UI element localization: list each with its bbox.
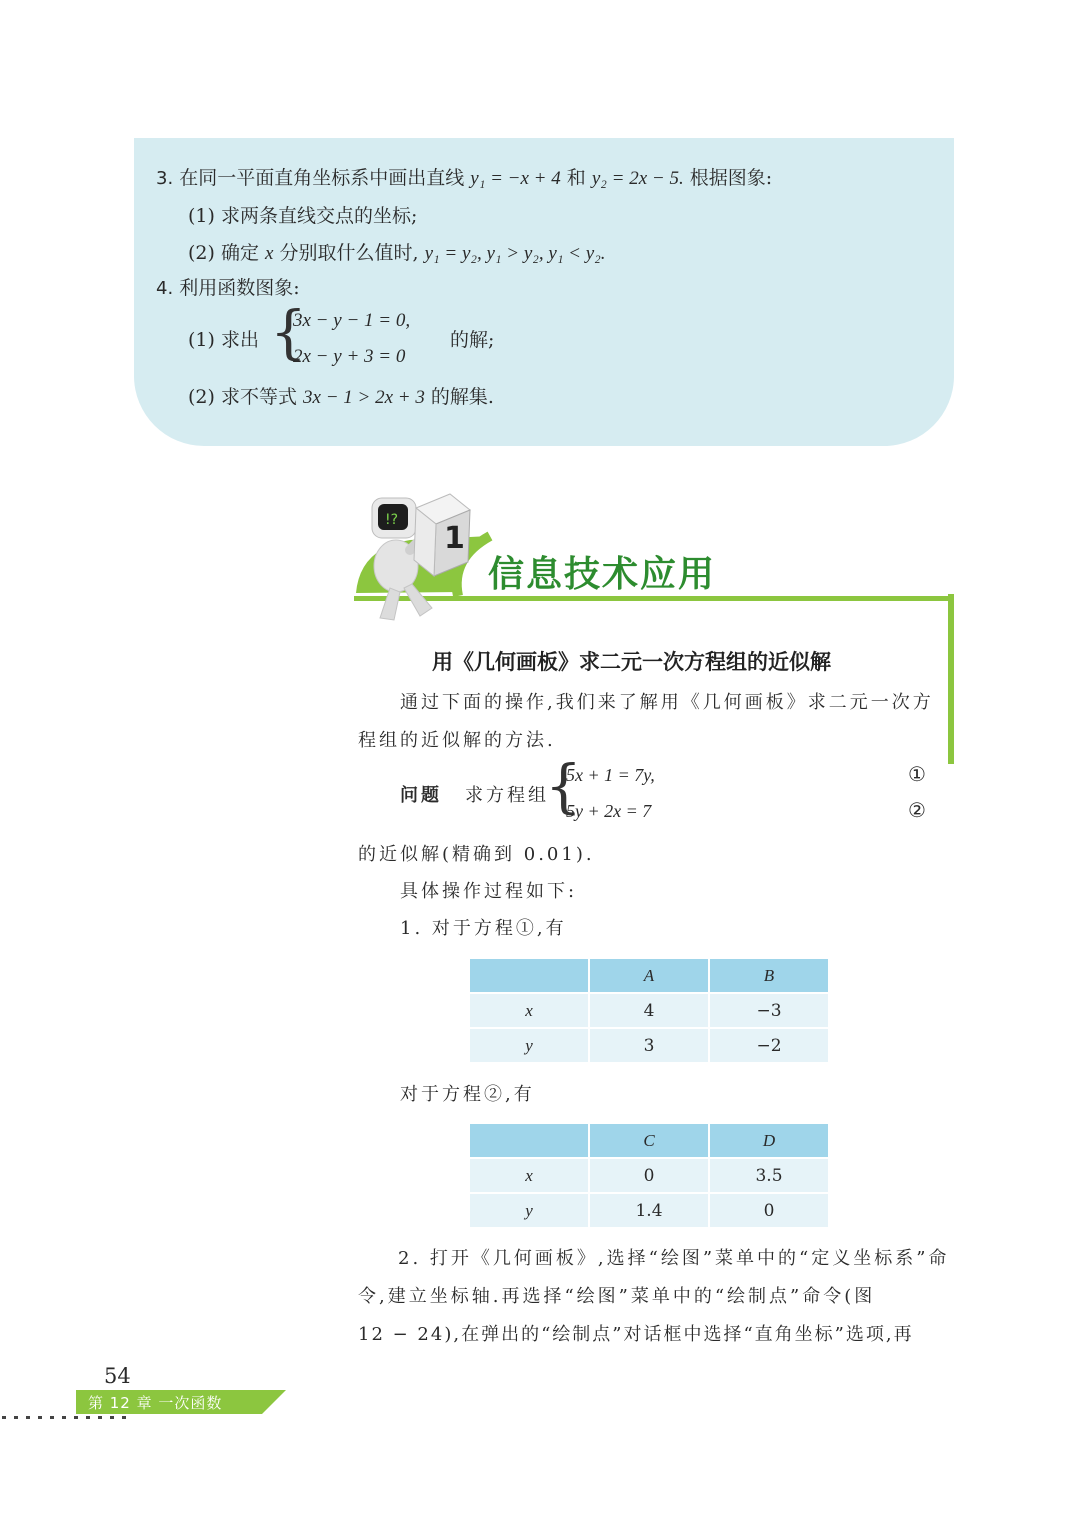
svg-text:1: 1 xyxy=(444,521,465,556)
equation-system-row-1: 3x − y − 1 = 0, xyxy=(293,310,411,331)
intro-line-2: 程组的近似解的方法. xyxy=(358,730,556,751)
svg-text:!?: !? xyxy=(385,512,399,528)
exercise-4: 4. 利用函数图象: xyxy=(156,277,300,299)
table-cell: 0 xyxy=(709,1193,829,1228)
brace-symbol: { xyxy=(270,298,307,366)
table-header-cell: B xyxy=(709,958,829,993)
problem-text: 求方程组 xyxy=(465,785,549,806)
exercise-4-part-1-suffix: 的解; xyxy=(450,329,495,351)
steps-intro: 具体操作过程如下: xyxy=(400,881,578,902)
table-cell: 3.5 xyxy=(709,1158,829,1193)
step-2-line-1: 2. 打开《几何画板》,选择“绘图”菜单中的“定义坐标系”命 xyxy=(398,1248,950,1269)
exercise-4-part-1-label: (1) 求出 xyxy=(188,329,259,351)
table-cell: x xyxy=(469,1158,589,1193)
table-cell: y xyxy=(469,1028,589,1063)
table-header-cell: A xyxy=(589,958,709,993)
table-header-cell: C xyxy=(589,1123,709,1158)
table-row xyxy=(469,1028,829,1063)
table-row xyxy=(469,1193,829,1228)
marker-1: ① xyxy=(908,762,926,786)
banner-title: 信息技术应用 xyxy=(488,554,717,595)
table-cell: 4 xyxy=(589,993,709,1028)
step-2-line-2: 令,建立坐标轴.再选择“绘图”菜单中的“绘制点”命令(图 xyxy=(358,1286,876,1307)
table-header-cell xyxy=(469,958,589,993)
table-cell: 3 xyxy=(589,1028,709,1063)
footer-dots xyxy=(0,1414,140,1420)
exercise-3: 3. 在同一平面直角坐标系中画出直线 y₁ = −x + 4 和 y₂ = 2x − 5. 根据图象: xyxy=(156,167,773,189)
exercise-3-part-1: (1) 求两条直线交点的坐标; xyxy=(188,205,418,227)
table-cell: x xyxy=(469,993,589,1028)
problem-equation-2: 5y + 2x = 7 xyxy=(566,801,652,821)
table-row xyxy=(469,1158,829,1193)
equation-system-row-2: 2x − y + 3 = 0 xyxy=(293,346,406,367)
intro-line-1: 通过下面的操作,我们来了解用《几何画板》求二元一次方 xyxy=(400,692,934,713)
problem-label: 问题 xyxy=(400,785,442,806)
table-header-cell: D xyxy=(709,1123,829,1158)
table-cell: −3 xyxy=(709,993,829,1028)
exercise-4-part-2: (2) 求不等式 3x − 1 > 2x + 3 的解集. xyxy=(188,386,494,408)
table-cell: −2 xyxy=(709,1028,829,1063)
page-number: 54 xyxy=(104,1364,131,1388)
section-title: 用《几何画板》求二元一次方程组的近似解 xyxy=(432,650,831,674)
table-cell: 0 xyxy=(589,1158,709,1193)
step-1: 1. 对于方程①,有 xyxy=(400,918,567,939)
table-equation-1 xyxy=(468,957,830,1064)
table-header-row xyxy=(469,958,829,993)
precision-note: 的近似解(精确到 0.01). xyxy=(358,844,595,865)
problem-equation-1: 5x + 1 = 7y, xyxy=(566,765,655,785)
table-header-row xyxy=(469,1123,829,1158)
table-header-cell xyxy=(469,1123,589,1158)
table-cell: y xyxy=(469,1193,589,1228)
table-row xyxy=(469,993,829,1028)
table-cell: 1.4 xyxy=(589,1193,709,1228)
chapter-label: 第 12 章 一次函数 xyxy=(88,1394,223,1412)
step-1b: 对于方程②,有 xyxy=(400,1084,535,1105)
cube-icon xyxy=(414,494,470,576)
problem-brace: { xyxy=(545,752,582,820)
exercise-3-part-2: (2) 确定 x 分别取什么值时, y₁ = y₂, y₁ > y₂, y₁ < y₂. xyxy=(188,242,606,264)
step-2-line-3: 12 − 24),在弹出的“绘制点”对话框中选择“直角坐标”选项,再 xyxy=(358,1324,914,1345)
marker-2: ② xyxy=(908,798,926,822)
table-equation-2 xyxy=(468,1122,830,1229)
